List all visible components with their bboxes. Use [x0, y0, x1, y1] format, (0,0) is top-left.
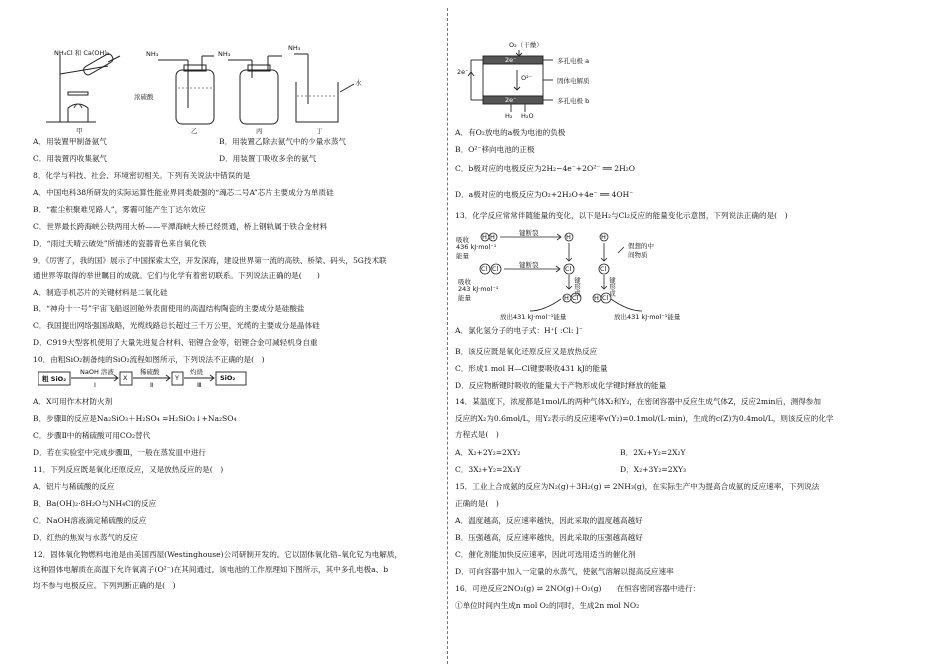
- cl-atom-3: Cl: [565, 265, 572, 273]
- cl-atom-1: Cl: [481, 265, 488, 273]
- reagent-label: NH₄Cl 和 Ca(OH)₂: [54, 49, 110, 57]
- q13-diagram-drawing: [456, 227, 696, 321]
- break1-label: 键断裂: [519, 229, 539, 237]
- q7-option-b: B．用装置乙除去氨气中的少量水蒸气: [219, 137, 347, 146]
- electrode-b-label: 多孔电极 b: [557, 97, 590, 105]
- acid-label: 浓硫酸: [134, 93, 154, 101]
- label-bing: 丙: [256, 127, 263, 135]
- q14-line3: 方程式是( ): [455, 430, 499, 439]
- q8-stem: 8．化学与科技、社会、环境密切相关。下列有关说法中错误的是: [33, 171, 251, 180]
- q8-option-b: B．“霍尘积聚难见路人”，雾霾可能产生丁达尔效应: [33, 205, 206, 214]
- flow-step2: 稀硫酸: [140, 368, 160, 376]
- q16-line1: 16．可逆反应2NO₂(g) ⇌ 2NO(g)＋O₂(g) 在恒容密闭容器中进行：: [455, 584, 701, 593]
- q12-option-c: C．b极对应的电极反应为2H₂−4e⁻+2O²⁻ ══ 2H₂O: [455, 164, 635, 173]
- q15-option-b: B．压强越高，反应速率越快，因此采取的压强越高越好: [455, 533, 643, 542]
- q13-option-b: B．该反应既是氧化还原反应又是放热反应: [455, 347, 598, 356]
- energy2-label: 243 kJ·mol⁻¹: [458, 285, 499, 293]
- label-yi: 乙: [191, 127, 198, 135]
- q11-option-b: B．Ba(OH)₂·8H₂O与NH₄Cl的反应: [33, 499, 157, 508]
- e-top-label: 2e⁻: [505, 56, 517, 64]
- energy-word2-label: 能量: [458, 294, 471, 302]
- q9-stem-line1: 9．《厉害了，我的国》展示了中国探索太空，开发深海，建设世界第一流的高铁、桥梁、码头，5G技术联: [33, 256, 387, 265]
- q10-option-a: A．X可用作木材防火剂: [33, 397, 113, 406]
- q12-option-d: D．a极对应的电极反应为O₂+2H₂O+4e⁻ ══ 4OH⁻: [455, 190, 634, 199]
- flow-roman3: Ⅲ: [197, 381, 202, 389]
- hcl-h-1: H: [564, 294, 569, 302]
- label-ding: 丁: [316, 127, 323, 135]
- o2-label: O₂（干燥）: [509, 41, 543, 49]
- form-label-1: 键形成: [573, 277, 581, 297]
- flow-start: 粗 SiO₂: [42, 375, 67, 383]
- q13-energy-diagram: [456, 227, 696, 321]
- flow-roman1: Ⅰ: [94, 381, 96, 389]
- q9-option-b: B．“神舟十一号”宇宙飞船返回舱外表面使用的高温结构陶瓷的主要成分是硅酸盐: [33, 304, 305, 313]
- h-atom-3: H: [566, 233, 571, 241]
- q9-option-a: A．制造手机芯片的关键材料是二氧化硅: [33, 288, 168, 297]
- h-atom-2: H: [490, 233, 495, 241]
- flow-step3: 灼烧: [190, 368, 203, 376]
- q15-line2: 正确的是( ): [455, 499, 499, 508]
- h2o-label: H₂O: [521, 112, 534, 120]
- q14-line2: 反应的X₂为0.6mol/L，用Y₂表示的反应速率v(Y₂)=0.1mol/(L·min)，生成的c(Z)为0.4mol/L，则该反应的化学: [455, 414, 834, 423]
- q13-option-d: D．反应物断键时吸收的能量大于产物形成化学键时释放的能量: [455, 381, 667, 390]
- water-label: 水: [355, 79, 362, 87]
- q11-option-d: D．红热的焦炭与水蒸气的反应: [33, 533, 138, 542]
- flow-y: Y: [175, 374, 179, 382]
- q12-line3: 均不参与电极反应。下列判断正确的是( ): [33, 581, 176, 590]
- apparatus-yi: [158, 56, 214, 124]
- q10-flowchart: [38, 368, 248, 390]
- h-atom-1: H: [482, 233, 487, 241]
- e-bottom-label: 2e⁻: [505, 96, 517, 104]
- cl-atom-4: Cl: [600, 265, 607, 273]
- q12-line1: 12．固体氧化物燃料电池是由美国西屋(Westinghouse)公司研制开发的。它以固体氧化锆–氧化钇为电解质，: [33, 550, 403, 559]
- q8-option-d: D．“雨过天晴云破处”所描述的瓷器青色来自氧化铁: [33, 239, 207, 248]
- assumed1-label: 假想的中: [628, 242, 654, 250]
- column-divider: [447, 8, 448, 664]
- apparatus-jia: [46, 53, 120, 122]
- flow-end: SiO₂: [220, 374, 236, 382]
- q15-option-d: D．可向容器中加入一定量的水蒸气，使氨气溶解以提高反应速率: [455, 567, 674, 576]
- q7-option-c: C．用装置丙收集氨气: [33, 154, 108, 163]
- energy-word1-label: 能量: [456, 252, 469, 260]
- e-left-label: 2e⁻: [457, 68, 469, 76]
- hcl-cl-1: Cl: [572, 294, 579, 302]
- q10-option-b: B．步骤Ⅱ的反应是Na₂SiO₃＋H₂SO₄ =H₂SiO₃↓+Na₂SO₄: [33, 414, 237, 423]
- q14-option-a: A．X₂+2Y₂=2XY₂: [455, 448, 521, 457]
- q8-option-a: A．中国电科38所研发的实际运算性能业界同类最强的“魂芯二号A”芯片主要成分为单质硅: [33, 188, 334, 197]
- release2-label: 放出431 kJ·mol⁻¹能量: [614, 313, 681, 321]
- apparatus-figure: [38, 44, 378, 135]
- label-jia: 甲: [76, 127, 83, 135]
- q11-stem: 11．下列反应既是氧化还原反应，又是放热反应的是( ): [33, 465, 224, 474]
- q15-line1: 15．工业上合成氨的反应为N₂(g)＋3H₂(g) ⇌ 2NH₃(g)，在实际生产中为提高合成氨的反应速率，下列说法: [455, 482, 820, 491]
- q16-line2: ①单位时间内生成n mol O₂的同时，生成2n mol NO₂: [455, 601, 640, 610]
- q14-option-b: B．2X₂+Y₂=2X₂Y: [620, 448, 686, 457]
- battery-drawing: [457, 42, 617, 120]
- nh3-label-yi: NH₃: [146, 50, 159, 58]
- nh3-label-ding: NH₃: [288, 44, 301, 52]
- flow-x: X: [123, 374, 128, 382]
- q15-option-a: A．温度越高，反应速率越快，因此采取的温度越高越好: [455, 516, 643, 525]
- q11-option-c: C．NaOH溶液滴定稀硫酸的反应: [33, 516, 147, 525]
- q12-option-b: B．O²⁻移向电池的正极: [455, 145, 535, 154]
- q9-stem-line2: 通世界等取得的举世瞩目的成就。它们与化学有着密切联系。下列说法正确的是( ): [33, 271, 320, 280]
- cl-atom-2: Cl: [492, 265, 499, 273]
- energy1-label: 436 kJ·mol⁻¹: [456, 243, 497, 251]
- q7-option-d: D．用装置丁吸收多余的氨气: [219, 154, 317, 163]
- q13-option-c: C．形成1 mol H—Cl键要吸收431 kJ的能量: [455, 364, 608, 373]
- q9-option-d: D．C919大型客机使用了大量先进复合材料、铝锂合金等，铝锂合金可减轻机身自重: [33, 338, 318, 347]
- q13-option-a: A．氯化氢分子的电子式：H⁺[ :Cl: ]⁻: [455, 326, 583, 335]
- q10-option-d: D．若在实验室中完成步骤Ⅲ，一般在蒸发皿中进行: [33, 448, 206, 457]
- apparatus-ding: [294, 54, 354, 122]
- break2-label: 键断裂: [519, 261, 539, 269]
- release1-label: 放出431 kJ·mol⁻¹能量: [500, 313, 567, 321]
- hcl-h-2: H: [594, 294, 599, 302]
- flow-roman2: Ⅱ: [150, 381, 154, 389]
- q14-option-d: D．X₂+3Y₂=2XY₃: [620, 465, 687, 474]
- absorb1-label: 吸收: [456, 236, 469, 244]
- absorb2-label: 吸收: [458, 278, 471, 286]
- battery-figure: [457, 42, 617, 120]
- q12-line2: 这种固体电解质在高温下允许氧离子(O²⁻)在其间通过。该电池的工作原理如下图所示，其中多孔电极a、b: [33, 565, 389, 574]
- o2minus-label: O²⁻: [521, 74, 533, 82]
- apparatus-drawing: [38, 48, 378, 134]
- apparatus-bing: [228, 56, 282, 124]
- q12-option-a: A．有O₂放电的a极为电池的负极: [455, 128, 566, 137]
- q14-line1: 14．某温度下，浓度都是1mol/L的两种气体X₂和Y₂，在密闭容器中反应生成气体Z，反应2min后，测得参加: [455, 397, 821, 406]
- h2-label: H₂: [505, 112, 513, 120]
- nh3-label-bing: NH₃: [218, 50, 231, 58]
- q11-option-a: A．铝片与稀硫酸的反应: [33, 482, 115, 491]
- flow-step1: NaOH 溶液: [80, 368, 114, 376]
- q14-option-c: C．3X₂+Y₂=2X₃Y: [455, 465, 521, 474]
- electrolyte-label: 固体电解质: [557, 77, 590, 85]
- h-atom-4: H: [601, 233, 606, 241]
- form-label-2: 键形成: [608, 277, 616, 297]
- q8-option-c: C．世界最长跨海峡公铁两用大桥——平潭海峡大桥已经贯通，桥上钢轨属于铁合金材料: [33, 222, 328, 231]
- q13-stem: 13．化学反应常常伴随能量的变化，以下是H₂与Cl₂反应的能量变化示意图，下列说法正确的是( ): [455, 211, 788, 220]
- hcl-cl-2: Cl: [602, 294, 609, 302]
- q10-stem: 10．由粗SiO₂制备纯的SiO₂流程如图所示，下列说法不正确的是( ): [33, 355, 265, 364]
- q15-option-c: C．催化剂能加快反应速率，因此可选用适当的催化剂: [455, 550, 636, 559]
- q7-option-a: A．用装置甲制备氨气: [33, 137, 107, 146]
- assumed2-label: 间物质: [628, 251, 648, 259]
- electrode-a-label: 多孔电极 a: [557, 57, 590, 65]
- q10-option-c: C．步骤Ⅱ中的稀硫酸可用CO₂替代: [33, 431, 151, 440]
- q9-option-c: C．我国提出网络强国战略，光缆线路总长超过三千万公里，光缆的主要成分是晶体硅: [33, 321, 320, 330]
